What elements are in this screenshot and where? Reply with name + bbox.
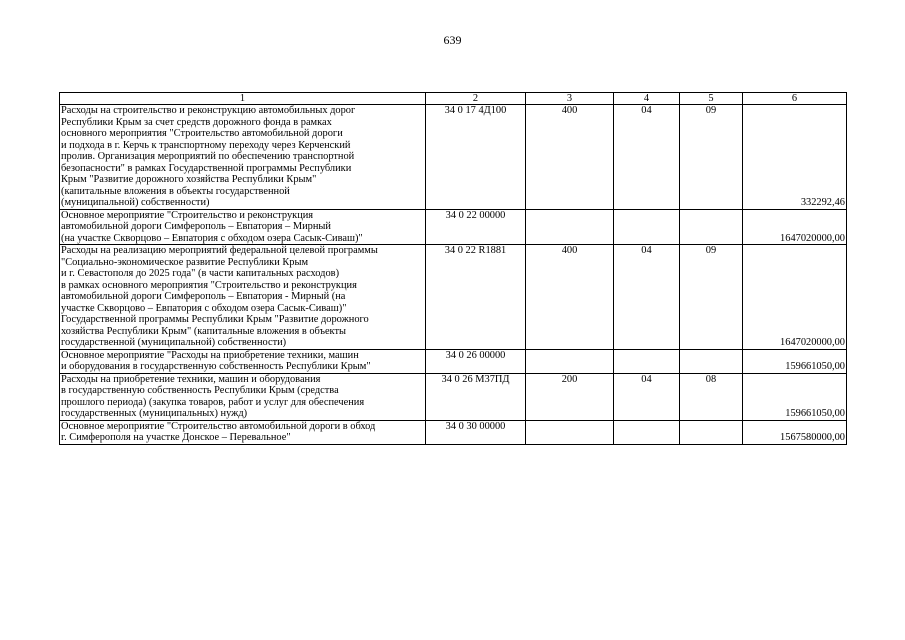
section-cell: [614, 349, 680, 373]
expense-name-cell: Основное мероприятие "Строительство и реконструкция автомобильной дороги Симферополь – Евпатория – Мирный (на участке Скворцово – Евпатория с обходом озера Сасык-Сиваш)": [60, 209, 426, 245]
subsection-cell: 09: [680, 105, 743, 210]
subsection-cell: 08: [680, 373, 743, 420]
page-number: 639: [443, 33, 462, 47]
target-article-code-cell: 34 0 22 00000: [426, 209, 526, 245]
column-header: 5: [680, 93, 743, 105]
amount-cell: 332292,46: [743, 105, 847, 210]
expense-type-cell: 400: [526, 245, 614, 350]
column-header: 1: [60, 93, 426, 105]
expense-type-cell: [526, 420, 614, 444]
amount-cell: 159661050,00: [743, 373, 847, 420]
expense-name-cell: Основное мероприятие "Расходы на приобретение техники, машин и оборудования в государственную собственность Республики Крым": [60, 349, 426, 373]
expense-name-cell: Расходы на строительство и реконструкцию автомобильных дорог Республики Крым за счет средств дорожного фонда в рамках основного мероприятия "Строительство автомобильной дороги и подхода в г. Керчь к транспортному переходу через Керченский пролив. Организация мероприятий по обеспечению транспортной безопасности" в рамках Государственной программы Республики Крым "Развитие дорожного хозяйства Республики Крым" (капитальные вложения в объекты государственной (муниципальной) собственности): [60, 105, 426, 210]
column-header: 3: [526, 93, 614, 105]
target-article-code-cell: 34 0 30 00000: [426, 420, 526, 444]
expense-type-cell: [526, 349, 614, 373]
table-row: [60, 349, 847, 373]
table-header-row: [60, 93, 847, 105]
subsection-cell: [680, 420, 743, 444]
expense-type-cell: [526, 209, 614, 245]
table-row: [60, 209, 847, 245]
section-cell: 04: [614, 105, 680, 210]
subsection-cell: [680, 209, 743, 245]
table-row: [60, 373, 847, 420]
target-article-code-cell: 34 0 26 М37ПД: [426, 373, 526, 420]
subsection-cell: 09: [680, 245, 743, 350]
table-row: [60, 245, 847, 350]
expense-type-cell: 400: [526, 105, 614, 210]
amount-cell: 1647020000,00: [743, 245, 847, 350]
budget-table: [59, 92, 847, 445]
amount-cell: 1647020000,00: [743, 209, 847, 245]
target-article-code-cell: 34 0 26 00000: [426, 349, 526, 373]
expense-name-cell: Расходы на приобретение техники, машин и оборудования в государственную собственность Республики Крым (средства прошлого периода) (закупка товаров, работ и услуг для обеспечения государственных (муниципальных) нужд): [60, 373, 426, 420]
amount-cell: 159661050,00: [743, 349, 847, 373]
column-header: 4: [614, 93, 680, 105]
subsection-cell: [680, 349, 743, 373]
section-cell: [614, 209, 680, 245]
section-cell: [614, 420, 680, 444]
expense-name-cell: Основное мероприятие "Строительство автомобильной дороги в обход г. Симферополя на участке Донское – Перевальное": [60, 420, 426, 444]
target-article-code-cell: 34 0 22 R1881: [426, 245, 526, 350]
section-cell: 04: [614, 245, 680, 350]
target-article-code-cell: 34 0 17 4Д100: [426, 105, 526, 210]
expense-name-cell: Расходы на реализацию мероприятий федеральной целевой программы "Социально-экономическое развитие Республики Крым и г. Севастополя до 2025 года" (в части капитальных расходов) в рамках основного мероприятия "Строительство и реконструкция автомобильной дороги Симферополь – Евпатория - Мирный (на участке Скворцово – Евпатория с обходом озера Сасык-Сиваш)" Государственной программы Республики Крым "Развитие дорожного хозяйства Республики Крым" (капитальные вложения в объекты государственной (муниципальной) собственности): [60, 245, 426, 350]
expense-type-cell: 200: [526, 373, 614, 420]
table-row: [60, 105, 847, 210]
section-cell: 04: [614, 373, 680, 420]
column-header: 2: [426, 93, 526, 105]
column-header: 6: [743, 93, 847, 105]
table-row: [60, 420, 847, 444]
amount-cell: 1567580000,00: [743, 420, 847, 444]
